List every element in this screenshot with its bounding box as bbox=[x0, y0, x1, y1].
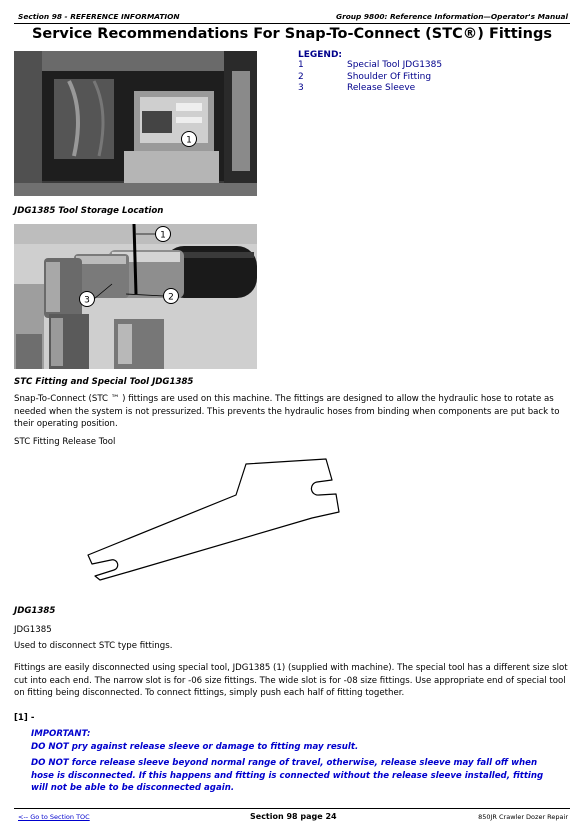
legend bbox=[298, 50, 498, 95]
legend-heading: LEGEND: bbox=[298, 50, 343, 60]
callout-1-label: 1 bbox=[186, 135, 192, 146]
stc-description: Snap-To-Connect (STC ™ ) fittings are used on this machine. The fittings are designed to allow the hydraulic hose to rotate as needed when the system is not pressurized. This prevents the hydraulic hoses from binding when components are put back to their operating position. bbox=[14, 394, 560, 430]
legend-item-text: Special Tool JDG1385 bbox=[347, 60, 443, 70]
page-number: Section 98 page 24 bbox=[250, 812, 337, 821]
page-footer bbox=[14, 808, 570, 822]
tool-storage-photo bbox=[14, 51, 257, 196]
callout-2-label: 2 bbox=[168, 292, 174, 303]
important-line-1: DO NOT pry against release sleeve or damage to fitting may result. bbox=[31, 741, 359, 752]
important-heading: IMPORTANT: bbox=[31, 729, 91, 739]
header-section: Section 98 - REFERENCE INFORMATION bbox=[18, 12, 180, 21]
section-toc-link[interactable]: <-- Go to Section TOC bbox=[18, 813, 90, 821]
disconnect-instructions: Fittings are easily disconnected using special tool, JDG1385 (1) (supplied with machine). The special tool has a different size slot cut into each end. The narrow slot is for -06 size fittings. The wide slot is for -08 size fittings. Use appropriate end of special tool on fitting being disconnected. To connect fittings, simply push each half of fitting together. bbox=[14, 663, 568, 699]
legend-item-number: 1 bbox=[298, 60, 304, 70]
legend-item-number: 3 bbox=[298, 83, 304, 94]
tool-name: JDG1385 bbox=[14, 625, 52, 635]
legend-item-text: Release Sleeve bbox=[347, 83, 416, 94]
manual-title: 850JR Crawler Dozer Repair bbox=[478, 813, 568, 821]
legend-item bbox=[298, 60, 498, 72]
page-title: Service Recommendations For Snap-To-Connect (STC®) Fittings bbox=[31, 26, 552, 42]
stc-caption: STC Fitting and Special Tool JDG1385 bbox=[14, 377, 194, 387]
release-tool-drawing bbox=[70, 452, 380, 587]
release-tool-label: STC Fitting Release Tool bbox=[14, 437, 116, 447]
legend-item-text: Shoulder Of Fitting bbox=[347, 71, 432, 82]
legend-item bbox=[298, 83, 498, 95]
tool-usage: Used to disconnect STC type fittings. bbox=[14, 641, 173, 651]
legend-item-number: 2 bbox=[298, 71, 304, 82]
callout-1-label: 1 bbox=[160, 230, 166, 241]
callout-3-label: 3 bbox=[84, 295, 90, 306]
legend-item bbox=[298, 72, 498, 84]
storage-caption: JDG1385 Tool Storage Location bbox=[14, 206, 164, 216]
step-marker: [1] - bbox=[14, 713, 35, 723]
page-header bbox=[14, 10, 570, 24]
important-notice bbox=[31, 728, 561, 795]
stc-fitting-photo bbox=[14, 224, 257, 369]
important-line-2: DO NOT force release sleeve beyond normal range of travel, otherwise, release sleeve may fall off when hose is disconnected. If this happens and fitting is connected without the release sleeve installed, fitting will not be able to be disconnected again. bbox=[31, 758, 544, 794]
header-group: Group 9800: Reference Information—Operator's Manual bbox=[336, 12, 568, 21]
tool-caption: JDG1385 bbox=[14, 606, 56, 616]
